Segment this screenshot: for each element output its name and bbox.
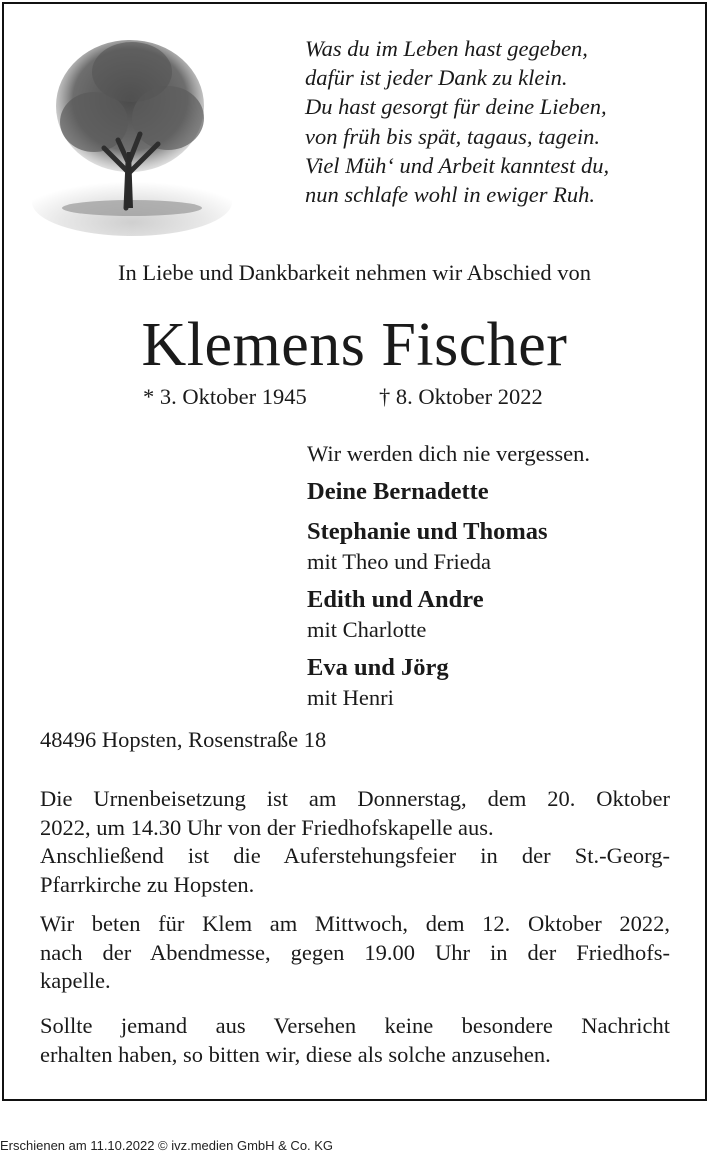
poem-line: dafür ist jeder Dank zu klein. xyxy=(305,65,568,91)
paragraph-line: Die Urnenbeisetzung ist am Donnerstag, dem 20. Oktober xyxy=(40,786,670,811)
poem-line: Du hast gesorgt für deine Lieben, xyxy=(305,94,607,120)
paragraph-line: Sollte jemand aus Versehen keine besondere Nachricht xyxy=(40,1013,670,1038)
family-opening: Wir werden dich nie vergessen. xyxy=(307,441,590,466)
poem-line: Was du im Leben hast gegeben, xyxy=(305,36,588,61)
paragraph-line: nach der Abendmesse, gegen 19.00 Uhr in der Friedhofs- xyxy=(40,939,670,965)
publication-footer: Erschienen am 11.10.2022 © ivz.medien GmbH & Co. KG xyxy=(0,1138,334,1153)
birth-date: * 3. Oktober 1945 xyxy=(143,384,307,409)
family-sub: mit Theo und Frieda xyxy=(307,549,491,574)
paragraph-line: Pfarrkirche zu Hopsten. xyxy=(40,871,255,897)
paragraph-line: 2022, um 14.30 Uhr von der Friedhofskapelle aus. xyxy=(40,814,494,840)
paragraph-line: kapelle. xyxy=(40,968,111,993)
burial-paragraph xyxy=(40,785,670,899)
family-block xyxy=(307,440,697,712)
intro-text: In Liebe und Dankbarkeit nehmen wir Abschied von xyxy=(118,260,591,285)
family-names: Eva und Jörg xyxy=(307,654,449,681)
paragraph-line: Wir beten für Klem am Mittwoch, dem 12. Oktober 2022, xyxy=(40,911,670,936)
poem-line: nun schlafe wohl in ewiger Ruh. xyxy=(305,182,595,208)
poem-line: von früh bis spät, tagaus, tagein. xyxy=(305,123,601,149)
notice-paragraph xyxy=(40,1012,670,1069)
family-sub: mit Charlotte xyxy=(307,617,427,642)
prayer-paragraph xyxy=(40,910,670,996)
poem-line: Viel Müh‘ und Arbeit kanntest du, xyxy=(305,152,610,178)
family-names: Edith und Andre xyxy=(307,586,484,613)
poem xyxy=(305,34,695,209)
family-sub: mit Henri xyxy=(307,685,394,710)
family-names: Stephanie und Thomas xyxy=(307,518,548,545)
family-names: Deine Bernadette xyxy=(307,478,489,505)
address: 48496 Hopsten, Rosenstraße 18 xyxy=(40,727,327,752)
paragraph-line: erhalten haben, so bitten wir, diese als solche anzusehen. xyxy=(40,1041,551,1067)
paragraph-line: Anschließend ist die Auferstehungsfeier in der St.-Georg- xyxy=(40,843,670,868)
deceased-name: Klemens Fischer xyxy=(141,311,568,379)
tree-image xyxy=(32,22,232,237)
death-date: † 8. Oktober 2022 xyxy=(379,384,543,409)
